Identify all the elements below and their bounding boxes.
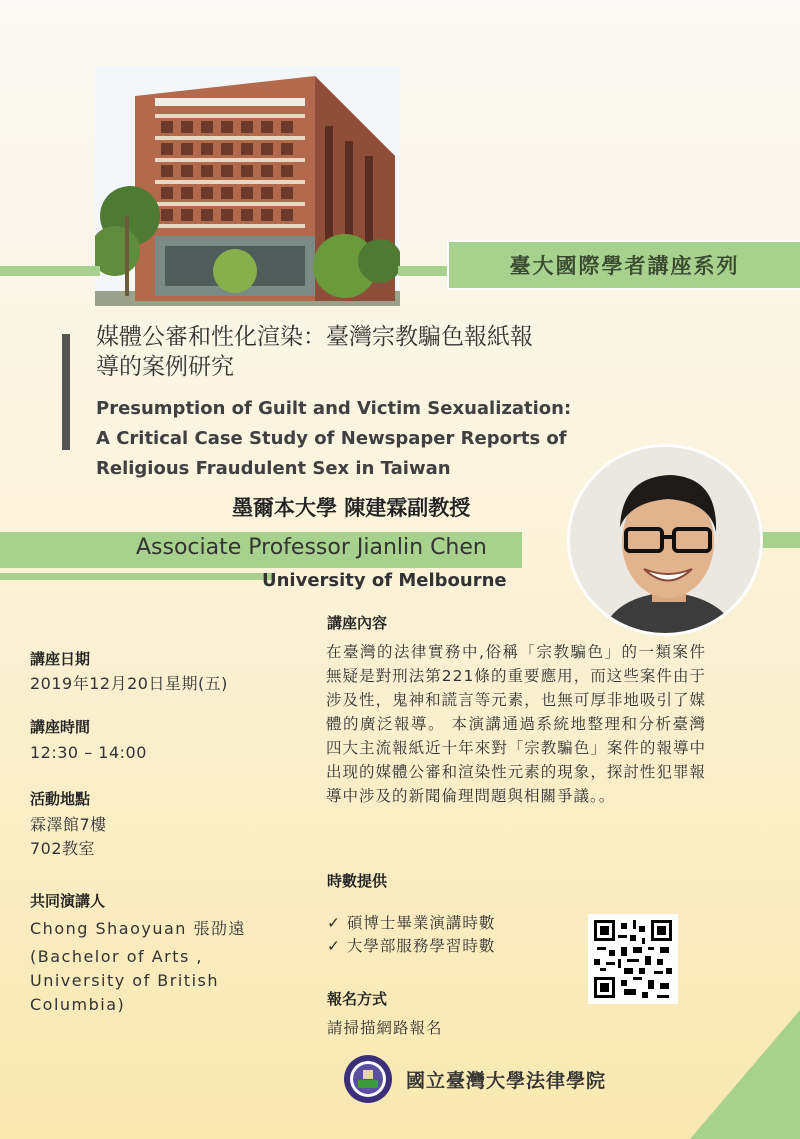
lecture-title-chinese <box>96 322 616 382</box>
building-illustration <box>95 66 400 306</box>
lecture-title-english <box>96 394 616 484</box>
time-value: 12:30 – 14:00 <box>30 743 147 762</box>
decorative-stripe <box>760 532 800 548</box>
content-label: 講座內容 <box>327 614 388 632</box>
signup-label: 報名方式 <box>327 990 388 1008</box>
speaker-name-chinese: 墨爾本大學 陳建霖副教授 <box>232 496 471 520</box>
speaker-portrait <box>567 444 763 636</box>
registration-qr-code[interactable] <box>588 914 678 1004</box>
title-en-line: Presumption of Guilt and Victim Sexualization: <box>96 398 572 419</box>
co-speaker-line: Columbia) <box>30 995 126 1014</box>
hours-item: ✓ 大學部服務學習時數 <box>327 937 496 955</box>
time-label: 講座時間 <box>30 718 91 736</box>
hours-label: 時數提供 <box>327 872 388 890</box>
co-speaker-line: (Bachelor of Arts , <box>30 947 204 966</box>
co-speaker-label: 共同演講人 <box>30 892 106 910</box>
speaker-name-english: Associate Professor Jianlin Chen <box>136 535 487 560</box>
hours-item: ✓ 碩博士畢業演講時數 <box>327 914 496 932</box>
series-title: 臺大國際學者講座系列 <box>509 254 740 278</box>
venue-label: 活動地點 <box>30 790 91 808</box>
qr-code-icon <box>594 920 672 998</box>
title-en-line: A Critical Case Study of Newspaper Reports of <box>96 428 567 449</box>
venue-line: 702教室 <box>30 839 96 858</box>
decorative-stripe <box>0 573 272 580</box>
co-speaker-line: University of British <box>30 971 219 990</box>
title-accent-bar <box>62 334 70 450</box>
date-label: 講座日期 <box>30 650 91 668</box>
title-en-line: Religious Fraudulent Sex in Taiwan <box>96 458 451 479</box>
series-banner <box>447 240 800 290</box>
title-zh-line: 媒體公審和性化渲染：臺灣宗教騙色報紙報 <box>96 324 533 350</box>
portrait-illustration <box>570 447 763 636</box>
content-description: 在臺灣的法律實務中,俗稱「宗教騙色」的一類案件無疑是對刑法第221條的重要應用，而这些案件由于涉及性，鬼神和謊言等元素，也無可厚非地吸引了媒體的廣泛報導。 本演講通過系統地整理和分析臺灣四大主流報紙近十年來對「宗教騙色」案件的報導中出现的媒體公審和渲染性元素的現象，探討性犯罪報導中涉及的新聞倫理問題與相關爭議。。 <box>326 643 706 805</box>
venue-line: 霖澤館7樓 <box>30 815 107 834</box>
title-zh-line: 導的案例研究 <box>96 354 234 380</box>
co-speaker-line: Chong Shaoyuan 張劭遠 <box>30 919 247 938</box>
signup-instruction: 請掃描網路報名 <box>327 1019 443 1037</box>
date-value: 2019年12月20日星期(五) <box>30 674 228 693</box>
decorative-stripe <box>0 266 100 276</box>
school-name: 國立臺灣大學法律學院 <box>406 1070 607 1092</box>
speaker-university: University of Melbourne <box>262 570 507 591</box>
university-seal-logo <box>343 1054 393 1104</box>
